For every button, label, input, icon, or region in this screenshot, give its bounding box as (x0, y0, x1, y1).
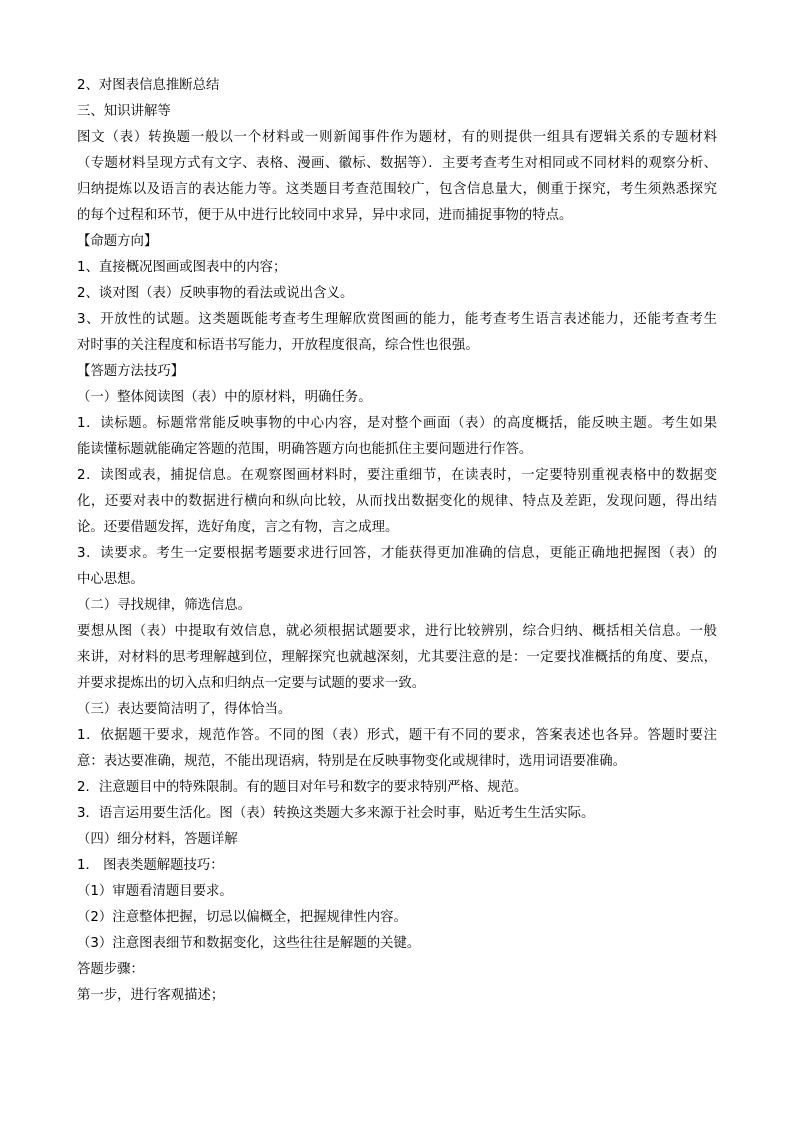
text-line: （一）整体阅读图（表）中的原材料，明确任务。 (77, 390, 372, 405)
text-line: 三、知识讲解等 (77, 104, 171, 119)
text-line: 1．读标题。标题常常能反映事物的中心内容，是对整个画面（表）的高度概括，能反映主题。考生如果 (77, 416, 717, 431)
text-line: 能读懂标题就能确定答题的范围，明确答题方向也能抓住主要问题进行作答。 (77, 442, 533, 457)
text-line: 图文（表）转换题一般以一个材料或一则新闻事件作为题材，有的则提供一组具有逻辑关系的专题材料 (77, 130, 717, 145)
text-line: 2．注意题目中的特殊限制。有的题目对年号和数字的要求特别严格、规范。 (77, 780, 528, 795)
text-line: （二）寻找规律，筛选信息。 (77, 598, 252, 613)
text-line: 3．语言运用要生活化。图（表）转换这类题大多来源于社会时事，贴近考生生活实际。 (77, 806, 595, 821)
text-line: 3．读要求。考生一定要根据考题要求进行回答，才能获得更加准确的信息，更能正确地把握图（表）的 (77, 546, 717, 561)
text-line: 1． 图表类题解题技巧： (77, 858, 224, 873)
text-line: 化，还要对表中的数据进行横向和纵向比较，从而找出数据变化的规律、特点及差距，发现问题，得出结 (77, 494, 717, 509)
text-line: （3）注意图表细节和数据变化，这些往往是解题的关键。 (77, 936, 421, 951)
text-line: 【答题方法技巧】 (77, 364, 185, 379)
text-line: 的每个过程和环节，便于从中进行比较同中求异，异中求同，进而捕捉事物的特点。 (77, 208, 573, 223)
text-line: 答题步骤： (77, 962, 144, 977)
text-line: 2．读图或表，捕捉信息。在观察图画材料时，要注重细节，在读表时，一定要特别重视表格中的数据变 (77, 468, 717, 483)
text-line: （三）表达要简洁明了，得体恰当。 (77, 702, 292, 717)
text-line: （2）注意整体把握，切忌以偏概全，把握规律性内容。 (77, 910, 407, 925)
text-line: （专题材料呈现方式有文字、表格、漫画、徽标、数据等）．主要考查考生对相同或不同材料的观察分析、 (77, 156, 717, 171)
text-line: （1）审题看清题目要求。 (77, 884, 233, 899)
text-line: 归纳提炼以及语言的表达能力等。这类题目考查范围较广，包含信息量大，侧重于探究，考生须熟悉探究 (77, 182, 717, 197)
text-line: 2、谈对图（表）反映事物的看法或说出含义。 (77, 286, 354, 301)
document-page (77, 73, 717, 1009)
text-line: 意：表达要准确，规范，不能出现语病，特别是在反映事物变化或规律时，选用词语要准确。 (77, 754, 627, 769)
text-line: 【命题方向】 (77, 234, 158, 249)
text-line: 1．依据题干要求，规范作答。不同的图（表）形式，题干有不同的要求，答案表述也各异。答题时要注 (77, 728, 717, 743)
text-line: 第一步，进行客观描述； (77, 988, 225, 1003)
text-line: 2、对图表信息推断总结 (77, 78, 220, 93)
text-line: 来讲，对材料的思考理解越到位，理解探究也就越深刻，尤其要注意的是：一定要找准概括的角度、要点， (77, 650, 717, 665)
text-line: 并要求提炼出的切入点和归纳点一定要与试题的要求一致。 (77, 676, 426, 691)
text-line: 中心思想。 (77, 572, 144, 587)
text-line: 论。还要借题发挥，选好角度，言之有物，言之成理。 (77, 520, 399, 535)
text-line: 1、直接概况图画或图表中的内容； (77, 260, 287, 275)
text-line: 对时事的关注程度和标语书写能力，开放程度很高，综合性也很强。 (77, 338, 479, 353)
text-line: 3、开放性的试题。这类题既能考查考生理解欣赏图画的能力，能考查考生语言表述能力，还能考查考生 (77, 312, 717, 327)
text-line: （四）细分材料，答题详解 (77, 832, 238, 847)
text-line: 要想从图（表）中提取有效信息，就必须根据试题要求，进行比较辨别，综合归纳、概括相关信息。一般 (77, 624, 717, 639)
